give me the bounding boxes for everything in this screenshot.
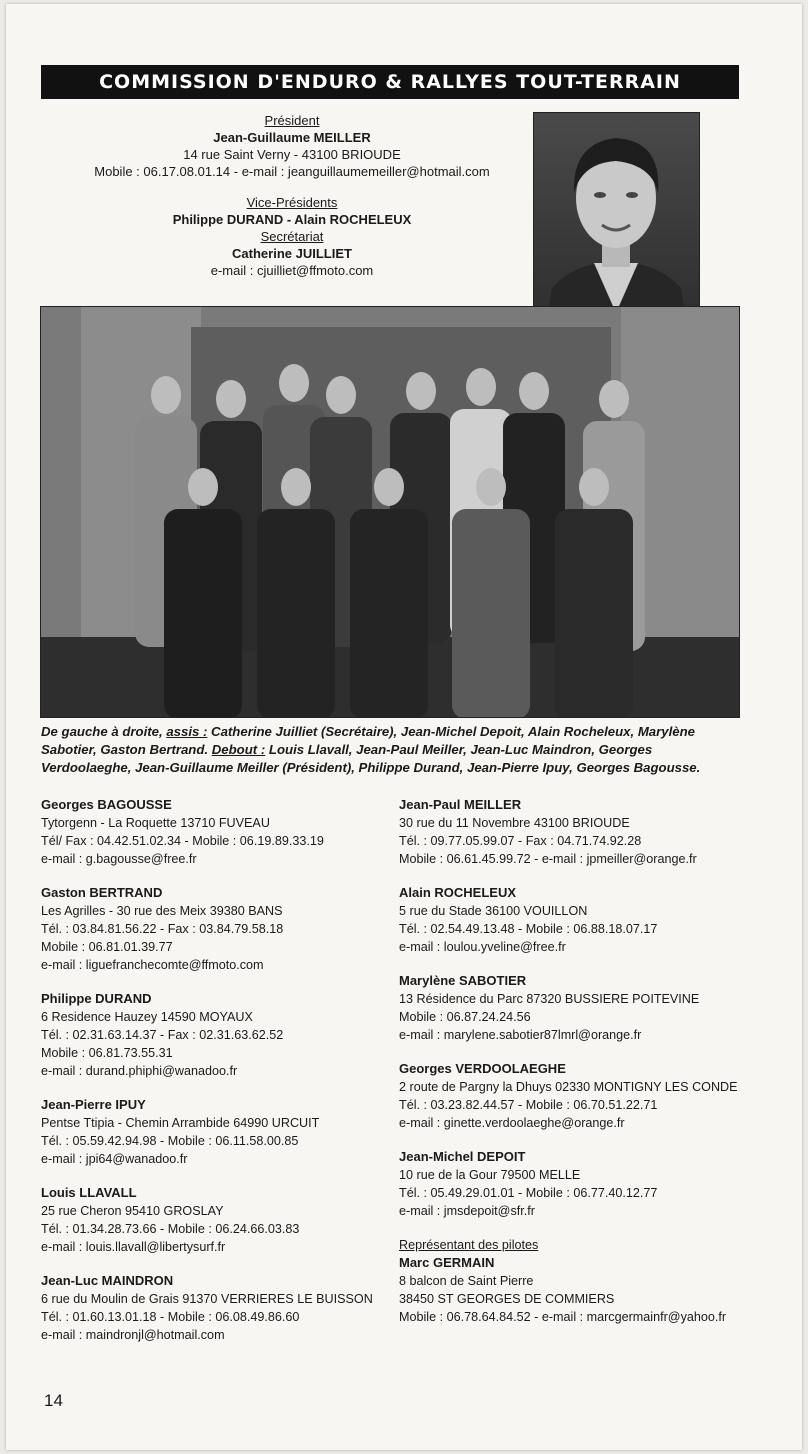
member-detail-line: e-mail : louis.llavall@libertysurf.fr [41, 1240, 226, 1254]
member-entry [41, 884, 401, 974]
member-entry [399, 1148, 744, 1220]
vice-president-role: Vice-Présidents [246, 195, 338, 210]
member-detail-line: 30 rue du 11 Novembre 43100 BRIOUDE [399, 816, 630, 830]
caption-standing-names: Louis Llavall, Jean-Paul Meiller, Jean-Luc Maindron, Georges Verdoolaeghe, Jean-Guillaume Meiller (Président), Philippe Durand, Jean-Pierre Ipuy, Georges Bagousse. [41, 742, 701, 775]
president-portrait-photo [533, 112, 700, 338]
president-role: Président [264, 113, 320, 128]
representative-role: Représentant des pilotes [399, 1238, 539, 1252]
member-detail-line: 6 rue du Moulin de Grais 91370 VERRIERES LE BUISSON [41, 1292, 373, 1306]
member-name: Jean-Luc MAINDRON [41, 1273, 174, 1288]
secretariat-role: Secrétariat [260, 229, 324, 244]
member-name: Marylène SABOTIER [399, 973, 527, 988]
member-entry [41, 1272, 401, 1344]
member-detail-line: 2 route de Pargny la Dhuys 02330 MONTIGNY LES CONDE [399, 1080, 738, 1094]
photo-caption [41, 723, 741, 777]
member-name: Philippe DURAND [41, 991, 152, 1006]
member-name: Louis LLAVALL [41, 1185, 137, 1200]
caption-seated-label: assis : [166, 724, 208, 739]
member-detail-line: Les Agrilles - 30 rue des Meix 39380 BANS [41, 904, 283, 918]
member-detail-line: e-mail : maindronjl@hotmail.com [41, 1328, 225, 1342]
member-detail-line: Mobile : 06.87.24.24.56 [399, 1010, 531, 1024]
officers-block [60, 112, 524, 279]
member-name: Gaston BERTRAND [41, 885, 163, 900]
representative-line: 8 balcon de Saint Pierre [399, 1274, 534, 1288]
secretariat-email: e-mail : cjuilliet@ffmoto.com [210, 263, 374, 278]
member-entry [41, 1184, 401, 1256]
member-detail-line: e-mail : marylene.sabotier87lmrl@orange.fr [399, 1028, 642, 1042]
member-entry [41, 990, 401, 1080]
member-detail-line: Mobile : 06.81.01.39.77 [41, 940, 173, 954]
member-detail-line: 10 rue de la Gour 79500 MELLE [399, 1168, 581, 1182]
member-detail-line: e-mail : loulou.yveline@free.fr [399, 940, 566, 954]
representative-line: 38450 ST GEORGES DE COMMIERS [399, 1292, 615, 1306]
member-detail-line: 25 rue Cheron 95410 GROSLAY [41, 1204, 224, 1218]
representative-entry [399, 1236, 744, 1326]
member-entry [399, 884, 744, 956]
member-detail-line: e-mail : ginette.verdoolaeghe@orange.fr [399, 1116, 625, 1130]
member-detail-line: Tél/ Fax : 04.42.51.02.34 - Mobile : 06.19.89.33.19 [41, 834, 324, 848]
representative-name: Marc GERMAIN [399, 1255, 495, 1270]
member-name: Jean-Paul MEILLER [399, 797, 522, 812]
member-detail-line: 6 Residence Hauzey 14590 MOYAUX [41, 1010, 253, 1024]
member-entry [399, 796, 744, 868]
member-detail-line: e-mail : durand.phiphi@wanadoo.fr [41, 1064, 238, 1078]
member-detail-line: 13 Résidence du Parc 87320 BUSSIERE POITEVINE [399, 992, 700, 1006]
president-address: 14 rue Saint Verny - 43100 BRIOUDE [183, 147, 401, 162]
member-detail-line: e-mail : g.bagousse@free.fr [41, 852, 197, 866]
member-detail-line: Pentse Ttipia - Chemin Arrambide 64990 URCUIT [41, 1116, 320, 1130]
commission-group-photo [40, 306, 740, 718]
member-entry [399, 1060, 744, 1132]
member-detail-line: Mobile : 06.61.45.99.72 - e-mail : jpmeiller@orange.fr [399, 852, 697, 866]
section-title: COMMISSION D'ENDURO & RALLYES TOUT-TERRAIN [41, 65, 739, 99]
member-detail-line: Tél. : 01.60.13.01.18 - Mobile : 06.08.49.86.60 [41, 1310, 300, 1324]
member-detail-line: e-mail : liguefranchecomte@ffmoto.com [41, 958, 264, 972]
member-detail-line: Tél. : 05.49.29.01.01 - Mobile : 06.77.40.12.77 [399, 1186, 658, 1200]
caption-seated-names: Catherine Juilliet (Secrétaire), Jean-Michel Depoit, Alain Rocheleux, Marylène Sabotier, Gaston Bertrand. [41, 724, 695, 757]
representative-line: Mobile : 06.78.64.84.52 - e-mail : marcgermainfr@yahoo.fr [399, 1310, 727, 1324]
member-name: Jean-Pierre IPUY [41, 1097, 146, 1112]
member-detail-line: 5 rue du Stade 36100 VOUILLON [399, 904, 588, 918]
members-right-column [399, 796, 744, 1342]
member-detail-line: e-mail : jmsdepoit@sfr.fr [399, 1204, 535, 1218]
member-entry [399, 972, 744, 1044]
members-left-column [41, 796, 401, 1360]
member-name: Georges BAGOUSSE [41, 797, 172, 812]
member-detail-line: e-mail : jpi64@wanadoo.fr [41, 1152, 188, 1166]
member-detail-line: Tél. : 03.23.82.44.57 - Mobile : 06.70.51.22.71 [399, 1098, 658, 1112]
member-detail-line: Tél. : 09.77.05.99.07 - Fax : 04.71.74.92.28 [399, 834, 642, 848]
member-detail-line: Tél. : 03.84.81.56.22 - Fax : 03.84.79.58.18 [41, 922, 284, 936]
member-entry [41, 1096, 401, 1168]
page-number: 14 [44, 1391, 63, 1410]
member-entry [41, 796, 401, 868]
member-detail-line: Tytorgenn - La Roquette 13710 FUVEAU [41, 816, 270, 830]
member-name: Jean-Michel DEPOIT [399, 1149, 526, 1164]
secretariat-name: Catherine JUILLIET [232, 246, 352, 261]
member-detail-line: Tél. : 01.34.28.73.66 - Mobile : 06.24.66.03.83 [41, 1222, 300, 1236]
member-detail-line: Mobile : 06.81.73.55.31 [41, 1046, 173, 1060]
vice-president-names: Philippe DURAND - Alain ROCHELEUX [172, 212, 412, 227]
member-detail-line: Tél. : 02.31.63.14.37 - Fax : 02.31.63.62.52 [41, 1028, 284, 1042]
caption-standing-label: Debout : [211, 742, 266, 757]
caption-intro: De gauche à droite, [41, 724, 167, 739]
member-name: Georges VERDOOLAEGHE [399, 1061, 566, 1076]
member-detail-line: Tél. : 02.54.49.13.48 - Mobile : 06.88.18.07.17 [399, 922, 658, 936]
member-name: Alain ROCHELEUX [399, 885, 517, 900]
president-name: Jean-Guillaume MEILLER [213, 130, 371, 145]
member-detail-line: Tél. : 05.59.42.94.98 - Mobile : 06.11.58.00.85 [41, 1134, 299, 1148]
president-contact: Mobile : 06.17.08.01.14 - e-mail : jeanguillaumemeiller@hotmail.com [94, 164, 490, 179]
